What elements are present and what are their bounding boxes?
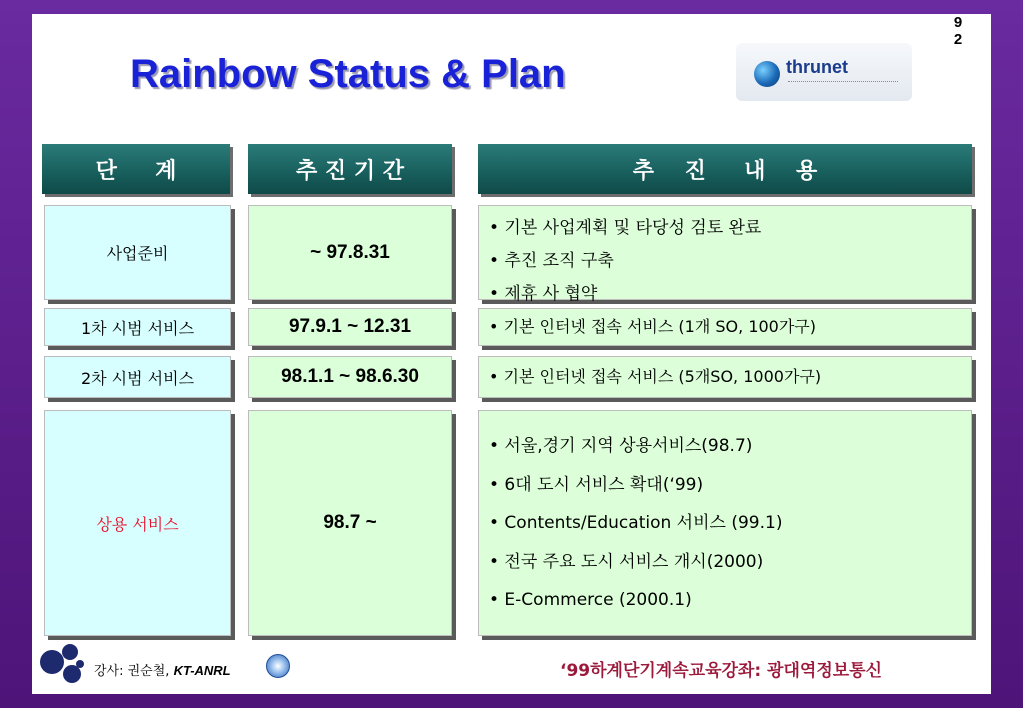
stage-label: 1차 시범 서비스 bbox=[80, 318, 195, 338]
footer-course: ‘99하계단기계속교육강좌: 광대역정보통신 bbox=[560, 661, 883, 681]
header-content: 추 진 내 용 bbox=[478, 144, 972, 194]
table-row-period bbox=[248, 356, 452, 398]
logo-underline bbox=[788, 81, 898, 86]
stage-label: 상용 서비스 bbox=[96, 514, 179, 534]
period-label: 97.9.1 ~ 12.31 bbox=[288, 316, 412, 337]
footer-lecturer bbox=[94, 660, 231, 679]
institution-logo-icon bbox=[38, 640, 86, 686]
content-bullet: • 기본 사업계획 및 타당성 검토 완료 bbox=[489, 218, 762, 238]
content-bullet: • 6대 도시 서비스 확대(‘99) bbox=[489, 474, 704, 495]
content-bullet: • 전국 주요 도시 서비스 개시(2000) bbox=[489, 551, 764, 572]
table-row-stage bbox=[44, 356, 231, 398]
table-row-period bbox=[248, 410, 452, 636]
content-bullet: • 제휴 사 협약 bbox=[489, 284, 598, 304]
stage-label: 사업준비 bbox=[106, 244, 169, 263]
table-row-content bbox=[478, 356, 972, 398]
header-period: 추 진 기 간 bbox=[248, 144, 452, 194]
stage-label: 2차 시범 서비스 bbox=[80, 368, 195, 388]
content-bullet: • Contents/Education 서비스 (99.1) bbox=[489, 513, 783, 533]
content-bullet: • E-Commerce (2000.1) bbox=[489, 590, 692, 610]
header-stage: 단 계 bbox=[42, 144, 230, 194]
globe-icon bbox=[754, 61, 780, 87]
table-row-period bbox=[248, 308, 452, 346]
slide-title: Rainbow Status & Plan bbox=[130, 52, 566, 96]
kt-logo-icon bbox=[266, 654, 290, 678]
content-bullet: • 추진 조직 구축 bbox=[489, 251, 614, 271]
thrunet-logo bbox=[736, 43, 912, 101]
table-row-content bbox=[478, 205, 972, 304]
page-number-line2: 2 bbox=[953, 31, 963, 48]
logo-text: thrunet bbox=[786, 57, 848, 77]
content-bullet: • 기본 인터넷 접속 서비스 (1개 SO, 100가구) bbox=[489, 317, 817, 336]
period-label: ~ 97.8.31 bbox=[310, 241, 390, 263]
table-row-stage bbox=[44, 410, 231, 636]
table-row-stage bbox=[44, 308, 231, 346]
table-row-stage bbox=[44, 205, 231, 300]
table-row-period bbox=[248, 205, 452, 300]
period-label: 98.1.1 ~ 98.6.30 bbox=[281, 366, 419, 387]
page-number-line1: 9 bbox=[953, 14, 963, 31]
lecturer-name: 강사: 권순철, bbox=[94, 664, 174, 679]
page-number bbox=[948, 14, 968, 48]
content-bullet: • 기본 인터넷 접속 서비스 (5개SO, 1000가구) bbox=[489, 367, 822, 386]
content-bullet: • 서울,경기 지역 상용서비스(98.7) bbox=[489, 436, 753, 456]
period-label: 98.7 ~ bbox=[323, 512, 377, 533]
table-row-content bbox=[478, 410, 972, 636]
table-row-content bbox=[478, 308, 972, 346]
lecturer-org: KT-ANRL bbox=[173, 663, 231, 678]
